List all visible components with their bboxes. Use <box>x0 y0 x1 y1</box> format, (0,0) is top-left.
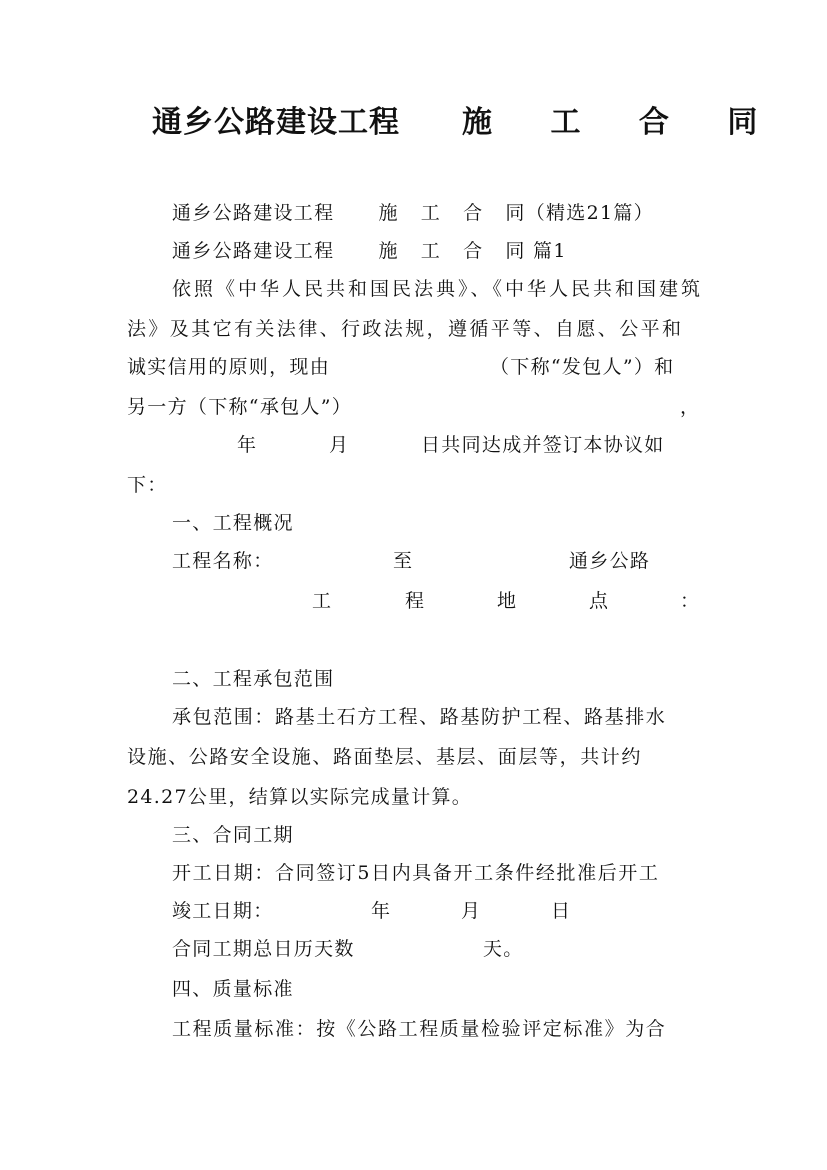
field-total-days-label: 合同工期总日历天数 <box>172 938 355 960</box>
field-total-days-unit: 天。 <box>483 938 524 960</box>
paragraph-line: 设施、公路安全设施、路面垫层、基层、面层等，共计约 <box>127 746 643 768</box>
line-heading-selected: 通乡公路建设工程 施 工 合 同（精选21篇） <box>172 202 654 224</box>
section-heading-scope: 二、工程承包范围 <box>172 668 335 690</box>
section-heading-overview: 一、工程概况 <box>172 512 294 534</box>
paragraph-line-party-a: 诚实信用的原则，现由 <box>127 356 331 378</box>
date-year-label: 年 <box>237 434 258 456</box>
title-project-name: 通乡公路建设工程 <box>152 105 400 140</box>
field-location-char: 地 <box>497 590 518 612</box>
line-heading-part1: 通乡公路建设工程 施 工 合 同 篇1 <box>172 240 567 262</box>
field-completion-year: 年 <box>371 900 392 922</box>
field-completion-day: 日 <box>551 900 572 922</box>
paragraph-line: 下： <box>127 474 168 496</box>
paragraph-line-party-b: 另一方（下称“承包人”） <box>127 396 353 418</box>
field-completion-date-label: 竣工日期： <box>172 900 274 922</box>
paragraph-line-party-a-suffix: （下称“发包人”）和 <box>490 356 675 378</box>
paragraph-text: 依照《中华人民共和国民法典》、《中华人民共和国建筑 <box>172 278 704 300</box>
field-project-name-road: 通乡公路 <box>569 550 651 572</box>
document-title <box>0 101 827 145</box>
paragraph-line: 工程质量标准：按《公路工程质量检验评定标准》为合 <box>172 1018 667 1040</box>
field-start-date: 开工日期：合同签订5日内具备开工条件经批准后开工 <box>172 862 660 884</box>
paragraph-line-comma: ， <box>680 396 701 418</box>
section-heading-period: 三、合同工期 <box>172 824 294 846</box>
paragraph-line: 法》及其它有关法律、行政法规，遵循平等、自愿、公平和 <box>127 318 684 340</box>
field-project-name-to: 至 <box>393 550 414 572</box>
paragraph-line: 承包范围：路基土石方工程、路基防护工程、路基排水 <box>172 706 667 728</box>
field-location-char: 工 <box>312 590 333 612</box>
paragraph-line <box>172 276 704 302</box>
field-location-char: 程 <box>405 590 426 612</box>
section-heading-quality: 四、质量标准 <box>172 978 294 1000</box>
date-month-label: 月 <box>329 434 350 456</box>
title-contract-word: 施 工 合 同 <box>462 105 782 140</box>
paragraph-line: 24.27公里，结算以实际完成量计算。 <box>127 786 473 808</box>
field-project-name-label: 工程名称： <box>172 550 274 572</box>
field-location-colon: ： <box>680 590 701 612</box>
date-day-text: 日共同达成并签订本协议如 <box>421 434 665 456</box>
field-completion-month: 月 <box>461 900 482 922</box>
field-location-char: 点 <box>589 590 610 612</box>
